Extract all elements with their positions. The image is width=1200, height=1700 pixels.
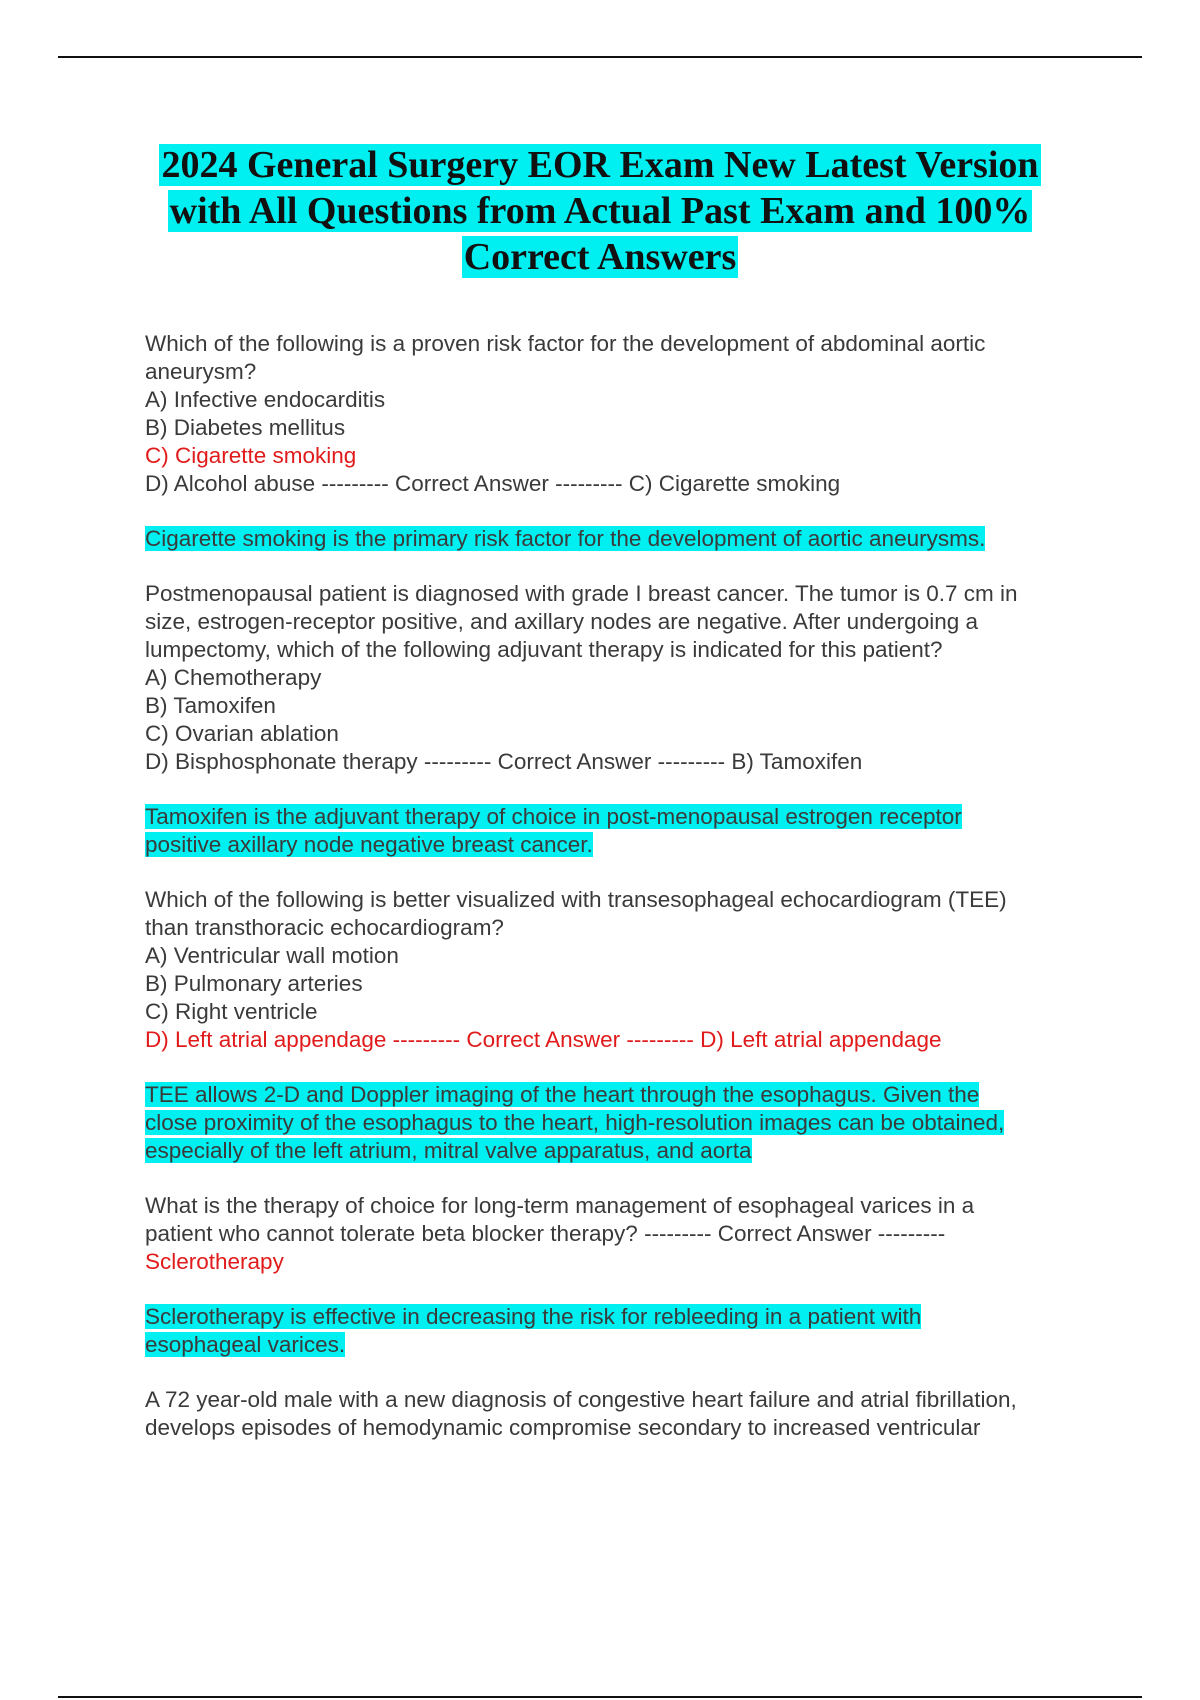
q2-option-d-answer: D) Bisphosphonate therapy --------- Correct Answer --------- B) Tamoxifen	[145, 749, 863, 774]
q4-explanation-line-2: esophageal varices.	[145, 1332, 346, 1357]
q3-option-b: B) Pulmonary arteries	[145, 971, 363, 996]
q2-explanation	[145, 803, 1095, 859]
q2-option-b: B) Tamoxifen	[145, 693, 276, 718]
question-2	[145, 580, 1095, 776]
title-line-3: Correct Answers	[463, 236, 737, 278]
q3-option-c: C) Right ventricle	[145, 999, 318, 1024]
q1-stem-line-2: aneurysm?	[145, 359, 257, 384]
q2-explanation-line-1: Tamoxifen is the adjuvant therapy of choice in post-menopausal estrogen receptor	[145, 804, 962, 829]
q2-explanation-line-2: positive axillary node negative breast cancer.	[145, 832, 593, 857]
q5-stem-line-1: A 72 year-old male with a new diagnosis of congestive heart failure and atrial fibrillation,	[145, 1387, 1017, 1412]
q5-stem-line-2: develops episodes of hemodynamic compromise secondary to increased ventricular	[145, 1415, 981, 1440]
q1-option-c-correct: C) Cigarette smoking	[145, 443, 357, 468]
q1-explanation-line-1: Cigarette smoking is the primary risk factor for the development of aortic aneurysms.	[145, 526, 986, 551]
q4-explanation	[145, 1303, 1095, 1359]
q4-stem-line-1: What is the therapy of choice for long-term management of esophageal varices in a	[145, 1193, 975, 1218]
q1-explanation	[145, 525, 1095, 553]
q1-option-d-answer: D) Alcohol abuse --------- Correct Answer --------- C) Cigarette smoking	[145, 471, 841, 496]
q2-stem-line-3: lumpectomy, which of the following adjuvant therapy is indicated for this patient?	[145, 637, 943, 662]
q3-option-a: A) Ventricular wall motion	[145, 943, 399, 968]
document-body	[145, 330, 1095, 1442]
bottom-rule	[58, 1696, 1142, 1698]
q1-option-a: A) Infective endocarditis	[145, 387, 386, 412]
q3-explanation-line-3: especially of the left atrium, mitral valve apparatus, and aorta	[145, 1138, 752, 1163]
q4-explanation-line-1: Sclerotherapy is effective in decreasing the risk for rebleeding in a patient with	[145, 1304, 922, 1329]
q3-stem-line-1: Which of the following is better visualized with transesophageal echocardiogram (TEE)	[145, 887, 1007, 912]
document-title	[60, 142, 1140, 280]
question-3	[145, 886, 1095, 1054]
q2-option-c: C) Ovarian ablation	[145, 721, 339, 746]
q3-explanation	[145, 1081, 1095, 1165]
top-rule	[58, 56, 1142, 58]
question-5	[145, 1386, 1095, 1442]
q3-explanation-line-2: close proximity of the esophagus to the heart, high-resolution images can be obtained,	[145, 1110, 1005, 1135]
q2-stem-line-1: Postmenopausal patient is diagnosed with grade I breast cancer. The tumor is 0.7 cm in	[145, 581, 1018, 606]
q2-option-a: A) Chemotherapy	[145, 665, 322, 690]
question-1	[145, 330, 1095, 498]
q1-option-b: B) Diabetes mellitus	[145, 415, 346, 440]
question-4	[145, 1192, 1095, 1276]
q3-stem-line-2: than transthoracic echocardiogram?	[145, 915, 504, 940]
q4-answer: Sclerotherapy	[145, 1249, 284, 1274]
q3-explanation-line-1: TEE allows 2-D and Doppler imaging of the heart through the esophagus. Given the	[145, 1082, 980, 1107]
q4-stem-line-2: patient who cannot tolerate beta blocker therapy? --------- Correct Answer ---------	[145, 1221, 946, 1246]
q2-stem-line-2: size, estrogen-receptor positive, and axillary nodes are negative. After undergoing a	[145, 609, 978, 634]
title-line-2: with All Questions from Actual Past Exam and 100%	[169, 190, 1031, 232]
q1-stem-line-1: Which of the following is a proven risk factor for the development of abdominal aortic	[145, 331, 986, 356]
q3-option-d-answer: D) Left atrial appendage --------- Correct Answer --------- D) Left atrial appendage	[145, 1027, 942, 1052]
title-line-1: 2024 General Surgery EOR Exam New Latest Version	[161, 144, 1039, 186]
